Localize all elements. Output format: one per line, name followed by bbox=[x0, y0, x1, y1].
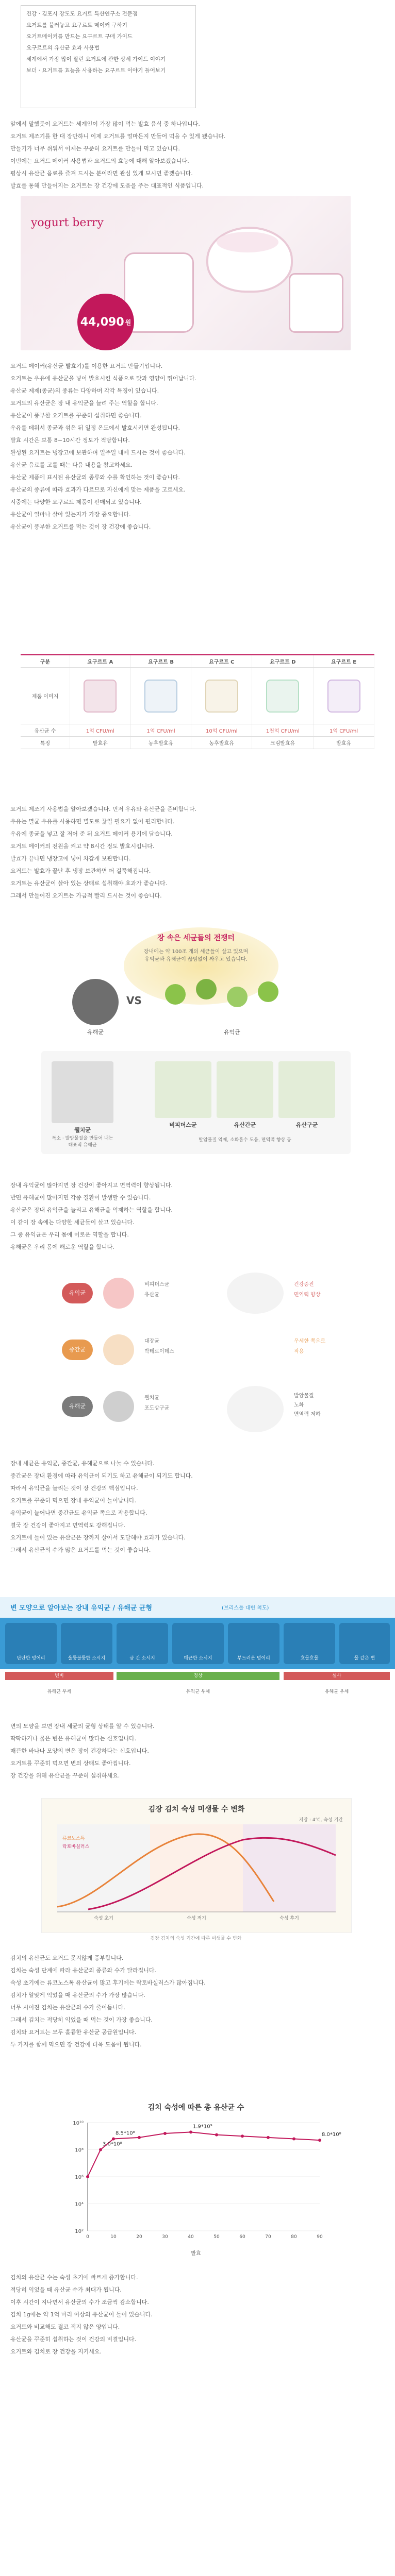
card-name: 유산구균 bbox=[295, 1122, 318, 1128]
stool-type-card bbox=[61, 1623, 112, 1664]
para-line: 장내 유익균이 많아지면 장 건강이 좋아지고 면역력이 향상됩니다. bbox=[10, 1182, 173, 1189]
para-line: 요거트 메이커의 전원을 켜고 약 8시간 정도 발효시킵니다. bbox=[10, 843, 155, 850]
table-cell bbox=[252, 668, 314, 724]
data-point bbox=[292, 2138, 295, 2141]
table-header: 요구르트 C bbox=[191, 655, 252, 668]
para-line: 요거트를 꾸준히 먹으면 장내 유익균이 늘어납니다. bbox=[10, 1497, 137, 1504]
table-cell: 농후발효유 bbox=[191, 737, 252, 749]
scale-constipation: 변비 bbox=[5, 1672, 113, 1680]
type-item: 비피더스균 bbox=[144, 1282, 170, 1287]
type-item: 대장균 bbox=[144, 1338, 159, 1344]
table-cell bbox=[70, 668, 131, 724]
y-tick-label: 10² bbox=[75, 2229, 84, 2234]
type-effect: 발암물질 bbox=[294, 1393, 314, 1399]
intro-box bbox=[21, 5, 196, 108]
para-line: 요거트와 비교해도 결코 적지 않은 양입니다. bbox=[10, 2324, 120, 2330]
table-cell: 크림발효유 bbox=[252, 737, 314, 749]
para-line: 우유는 멸균 우유를 사용하면 별도로 끓일 필요가 없어 편리합니다. bbox=[10, 818, 175, 825]
yogurt-cup-icon bbox=[144, 680, 177, 713]
para-line: 두 가지를 함께 먹으면 장 건강에 더욱 도움이 됩니다. bbox=[10, 2041, 142, 2048]
type-item: 박테로이데스 bbox=[144, 1349, 174, 1354]
chart2-xlabel: 발효 bbox=[191, 2251, 201, 2257]
x-tick-label: 60 bbox=[239, 2234, 245, 2240]
data-point bbox=[318, 2139, 321, 2142]
chart1-title: 김장 김치 숙성 미생물 수 변화 bbox=[148, 1805, 245, 1814]
type-label: 유익균 bbox=[62, 1283, 93, 1303]
row-label: 특징 bbox=[21, 737, 70, 749]
subtitle-line: 유익균과 유해균이 끊임없이 싸우고 있습니다. bbox=[144, 957, 248, 962]
phase-label: 숙성 적기 bbox=[187, 1916, 206, 1921]
para-line: 요거트의 유산균은 장 내 유익균을 늘려 주는 역할을 합니다. bbox=[10, 400, 158, 406]
diagram-subtitle bbox=[103, 948, 289, 963]
type-effect: 건강증진 bbox=[294, 1282, 314, 1287]
data-point bbox=[163, 2132, 167, 2135]
stool-type-card bbox=[339, 1623, 390, 1664]
para-line: 우유에 종균을 넣고 잘 저어 준 뒤 요거트 메이커 용기에 담습니다. bbox=[10, 831, 173, 837]
data-point bbox=[267, 2136, 270, 2139]
table-cell bbox=[191, 668, 252, 724]
type-row bbox=[62, 1273, 330, 1319]
stool-type-label: 울퉁불퉁한 소시지 bbox=[68, 1656, 106, 1661]
para-line: 매끈한 바나나 모양의 변은 장이 건강하다는 신호입니다. bbox=[10, 1748, 149, 1754]
stool-type-label: 단단한 덩어리 bbox=[17, 1656, 45, 1661]
para-line: 만들기가 너무 쉬워서 이제는 꾸준히 요거트를 만들어 먹고 있습니다. bbox=[10, 145, 180, 152]
chart1-svg bbox=[57, 1824, 336, 1912]
para-line: 유산균 제품에 표시된 유산균의 종류와 수를 확인하는 것이 좋습니다. bbox=[10, 474, 180, 481]
para-line: 그 중 유익균은 우리 몸에 이로운 역할을 합니다. bbox=[10, 1231, 129, 1238]
table-cell: 1억 CFU/ml bbox=[70, 724, 131, 737]
card-desc: 독소 · 발암물질을 만들어 내는 대표적 유해균 bbox=[52, 1136, 113, 1148]
x-tick-label: 70 bbox=[265, 2234, 271, 2240]
para-line: 요거트에 들어 있는 유산균은 장까지 살아서 도달해야 효과가 있습니다. bbox=[10, 1534, 186, 1541]
stool-notes bbox=[0, 1685, 395, 1716]
product-banner bbox=[21, 196, 351, 350]
type-effect: 노화 bbox=[294, 1402, 304, 1408]
bacteria-icon bbox=[103, 1334, 134, 1365]
para-line: 요거트 제조기 사용법을 알아보겠습니다. 먼저 우유와 유산균을 준비합니다. bbox=[10, 806, 196, 812]
para-line: 너무 시어진 김치는 유산균의 수가 줄어듭니다. bbox=[10, 2004, 125, 2011]
paragraph-5 bbox=[10, 1458, 385, 1557]
para-line: 요거트 제조기를 한 대 장만하니 이제 요거트를 얼마든지 만들어 먹을 수 있게 됐습니다. bbox=[10, 133, 226, 140]
phase-label: 숙성 후기 bbox=[279, 1916, 299, 1921]
table-cell bbox=[130, 668, 191, 724]
data-label: 8.0*10⁸ bbox=[322, 2132, 341, 2138]
paragraph-7 bbox=[10, 1953, 385, 2052]
stool-note: 유해균 우세 bbox=[324, 1689, 349, 1694]
table-cell: 발효유 bbox=[314, 737, 374, 749]
stool-type-card bbox=[117, 1623, 168, 1664]
price-badge bbox=[77, 294, 134, 350]
para-line: 유산균을 꾸준히 섭취하는 것이 건강의 비결입니다. bbox=[10, 2336, 137, 2343]
chart2-svg bbox=[62, 2117, 341, 2251]
para-line: 중간균은 장내 환경에 따라 유익균이 되기도 하고 유해균이 되기도 합니다. bbox=[10, 1472, 193, 1479]
type-row bbox=[62, 1329, 330, 1376]
paragraph-2 bbox=[10, 361, 385, 534]
para-line: 요거트와 김치로 장 건강을 지키세요. bbox=[10, 2348, 102, 2355]
para-line: 평상시 유산균 음료를 즐겨 드시는 분이라면 관심 있게 보시면 좋겠습니다. bbox=[10, 170, 193, 177]
yogurt-cup-icon bbox=[205, 680, 238, 713]
para-line: 유익균이 늘어나면 중간균도 유익균 쪽으로 작용합니다. bbox=[10, 1510, 147, 1516]
lactobacillus-count-chart bbox=[62, 2102, 341, 2257]
x-tick-label: 90 bbox=[317, 2234, 323, 2240]
para-line: 유산균의 종류에 따라 효과가 다르므로 자신에게 맞는 제품을 고르세요. bbox=[10, 486, 186, 493]
x-tick-label: 80 bbox=[291, 2234, 297, 2240]
para-line: 유산균은 장내 유익균을 늘리고 유해균을 억제하는 역할을 합니다. bbox=[10, 1207, 173, 1213]
para-line: 요거트를 꾸준히 먹으면 변의 상태도 좋아집니다. bbox=[10, 1760, 131, 1767]
para-line: 숙성 초기에는 류코노스톡 유산균이 많고 후기에는 락토바실러스가 많아집니다. bbox=[10, 1979, 206, 1986]
para-line: 이 같이 장 속에는 다양한 세균들이 살고 있습니다. bbox=[10, 1219, 135, 1226]
stool-type-label: 흐물흐물 bbox=[300, 1656, 319, 1661]
para-line: 유산균이 풍부한 요거트를 먹는 것이 장 건강에 좋습니다. bbox=[10, 523, 151, 530]
para-line: 요거트는 발효가 끝난 후 냉장 보관하면 더 걸쭉해집니다. bbox=[10, 868, 151, 874]
data-label: 8.5*10⁸ bbox=[116, 2130, 135, 2137]
bacteria-icon bbox=[103, 1391, 134, 1422]
x-tick-label: 50 bbox=[213, 2234, 220, 2240]
para-line: 그래서 만들어진 요거트는 가급적 빨리 드시는 것이 좋습니다. bbox=[10, 892, 162, 899]
phase-band bbox=[150, 1824, 243, 1912]
type-item: 웰치균 bbox=[144, 1395, 159, 1401]
paragraph-3 bbox=[10, 804, 385, 903]
stool-type-card bbox=[228, 1623, 279, 1664]
stool-section-title: 변 모양으로 알아보는 장내 유익균 / 유해균 균형 bbox=[10, 1604, 153, 1612]
data-point bbox=[86, 2175, 89, 2178]
type-effect: 작용 bbox=[294, 1349, 304, 1354]
banner-title: yogurt berry bbox=[31, 216, 104, 229]
type-label: 중간균 bbox=[62, 1340, 93, 1360]
para-line: 유산균이 얼마나 살아 있는지가 가장 중요합니다. bbox=[10, 511, 131, 518]
para-line: 변의 모양을 보면 장내 세균의 균형 상태를 알 수 있습니다. bbox=[10, 1723, 155, 1730]
para-line: 요거트 메이커(유산균 발효기)를 이용한 요거트 만들기입니다. bbox=[10, 363, 163, 369]
scale-normal: 정상 bbox=[117, 1672, 279, 1680]
table-cell: 10억 CFU/ml bbox=[191, 724, 252, 737]
scale-diarrhea: 설사 bbox=[284, 1672, 390, 1680]
card-name: 비피더스균 bbox=[169, 1122, 197, 1128]
intro-line: 요구르트의 유산균 효과 사용법 bbox=[26, 45, 100, 51]
para-line: 장내 세균은 유익균, 중간균, 유해균으로 나눌 수 있습니다. bbox=[10, 1460, 155, 1467]
data-point bbox=[112, 2138, 115, 2141]
para-line: 반면 유해균이 많아지면 각종 질환이 발생할 수 있습니다. bbox=[10, 1194, 151, 1201]
para-line: 김치 1g에는 약 1억 마리 이상의 유산균이 들어 있습니다. bbox=[10, 2311, 153, 2318]
para-line: 그래서 김치는 적당히 익었을 때 먹는 것이 가장 좋습니다. bbox=[10, 2016, 153, 2023]
type-row bbox=[62, 1386, 330, 1437]
intro-line: 세계에서 가장 많이 팔린 요거트에 관한 상세 가이드 이야기 bbox=[26, 56, 166, 62]
data-point bbox=[241, 2134, 244, 2138]
phase-label: 숙성 초기 bbox=[94, 1916, 113, 1921]
para-line: 결국 장 건강이 좋아지고 면역력도 강해집니다. bbox=[10, 1522, 125, 1529]
type-effect: 우세한 쪽으로 bbox=[294, 1338, 326, 1344]
row-label: 유산균 수 bbox=[21, 724, 70, 737]
type-label: 유해균 bbox=[62, 1396, 93, 1417]
stool-note: 유해균 우세 bbox=[47, 1689, 72, 1694]
table-header: 요구르트 A bbox=[70, 655, 131, 668]
para-line: 유해균은 우리 몸에 해로운 역할을 합니다. bbox=[10, 1244, 114, 1250]
card-image bbox=[278, 1061, 335, 1118]
diagram-title: 장 속은 세균들의 전쟁터 bbox=[157, 934, 235, 942]
data-point bbox=[138, 2136, 141, 2139]
subtitle-line: 장내에는 약 100조 개의 세균들이 살고 있으며 bbox=[143, 949, 249, 955]
intro-line: 건강 · 김포시 장도도 요거트 특산연구소 전문점 bbox=[26, 11, 138, 17]
y-tick-label: 10⁴ bbox=[75, 2201, 84, 2208]
table-cell bbox=[314, 668, 374, 724]
character-icon bbox=[227, 1273, 284, 1314]
bacteria-types-diagram bbox=[41, 1273, 351, 1443]
gut-bacteria-diagram bbox=[41, 927, 351, 1164]
stool-type-card bbox=[5, 1623, 57, 1664]
para-line: 적당히 익었을 때 유산균 수가 최대가 됩니다. bbox=[10, 2286, 122, 2293]
bacteria-icon bbox=[103, 1278, 134, 1309]
card-image bbox=[155, 1061, 211, 1118]
para-line: 따라서 유익균을 늘리는 것이 장 건강의 핵심입니다. bbox=[10, 1485, 138, 1492]
paragraph-4 bbox=[10, 1180, 385, 1254]
card-name: 유산간균 bbox=[234, 1122, 256, 1128]
bacteria-cards bbox=[41, 1051, 351, 1154]
para-line: 앞에서 말했듯이 요거트는 세계인이 가장 많이 먹는 발효 음식 중 하나입니다. bbox=[10, 121, 200, 127]
chart1-note: 저장 : 4℃, 숙성 기간 bbox=[299, 1818, 343, 1823]
para-line: 김치는 숙성 단계에 따라 유산균의 종류와 수가 달라집니다. bbox=[10, 1967, 156, 1974]
type-effect: 면역력 저하 bbox=[294, 1412, 321, 1417]
y-tick-label: 10⁶ bbox=[75, 2175, 84, 2180]
card-footer: 발암물질 억제, 소화흡수 도움, 면역력 향상 등 bbox=[199, 1138, 291, 1143]
y-tick-label: 10⁸ bbox=[75, 2147, 84, 2154]
para-line: 유산균 제제(종균)의 종류는 다양하며 각각 특징이 있습니다. bbox=[10, 387, 159, 394]
stool-section-header bbox=[0, 1597, 395, 1618]
table-cell: 농후발효유 bbox=[130, 737, 191, 749]
paragraph-8 bbox=[10, 2272, 385, 2359]
table-cell: 1억 CFU/ml bbox=[130, 724, 191, 737]
data-point bbox=[215, 2133, 218, 2137]
para-line: 그래서 유산균의 수가 많은 요거트를 먹는 것이 좋습니다. bbox=[10, 1547, 151, 1553]
para-line: 김치가 알맞게 익었을 때 유산균의 수가 가장 많습니다. bbox=[10, 1992, 145, 1998]
para-line: 발효를 통해 만들어지는 요거트는 장 건강에 도움을 주는 대표적인 식품입니다. bbox=[10, 182, 204, 189]
data-point bbox=[189, 2130, 192, 2133]
yogurt-jar-icon bbox=[289, 273, 343, 333]
para-line: 발효가 끝나면 냉장고에 넣어 차갑게 보관합니다. bbox=[10, 855, 131, 862]
row-label: 제품 이미지 bbox=[21, 668, 70, 724]
chart2-title: 김치 숙성에 따른 총 유산균 수 bbox=[147, 2104, 244, 2112]
vs-label: VS bbox=[126, 994, 142, 1007]
card-image bbox=[217, 1061, 273, 1118]
para-line: 완성된 요거트는 냉장고에 보관하며 일주일 내에 드시는 것이 좋습니다. bbox=[10, 449, 186, 456]
table-header: 요구르트 B bbox=[130, 655, 191, 668]
stool-type-label: 물 같은 변 bbox=[354, 1656, 375, 1661]
data-label: 1.9*10⁹ bbox=[193, 2124, 212, 2130]
x-tick-label: 30 bbox=[162, 2234, 168, 2240]
price-unit: 원 bbox=[125, 318, 131, 326]
bad-label: 유해균 bbox=[87, 1029, 104, 1036]
paragraph-1 bbox=[10, 118, 385, 193]
chart1-caption: 김장 김치의 숙성 기간에 따른 미생물 수 변화 bbox=[150, 1936, 242, 1941]
stool-type-card bbox=[284, 1623, 335, 1664]
intro-line: 요거트메이커를 만드는 요구르트 구매 가이드 bbox=[26, 33, 133, 40]
paragraph-6 bbox=[10, 1721, 385, 1783]
legend-item: 락토바실러스 bbox=[62, 1844, 90, 1850]
para-line: 김치의 유산균 수는 숙성 초기에 빠르게 증가합니다. bbox=[10, 2274, 138, 2281]
x-tick-label: 10 bbox=[110, 2234, 117, 2240]
stool-note: 유익균 우세 bbox=[186, 1689, 210, 1694]
para-line: 요거트는 우유에 유산균을 넣어 발효시킨 식품으로 맛과 영양이 뛰어납니다. bbox=[10, 375, 196, 382]
x-tick-label: 0 bbox=[86, 2234, 89, 2240]
para-line: 김치와 요거트는 모두 훌륭한 유산균 공급원입니다. bbox=[10, 2029, 137, 2036]
table-cell: 1천억 CFU/ml bbox=[252, 724, 314, 737]
table-header: 구분 bbox=[21, 655, 70, 668]
para-line: 우유를 데워서 종균과 섞은 뒤 일정 온도에서 발효시키면 완성됩니다. bbox=[10, 425, 180, 431]
price-value: 44,090 bbox=[80, 315, 124, 329]
yogurt-surface bbox=[217, 232, 278, 252]
para-line: 딱딱하거나 묽은 변은 유해균이 많다는 신호입니다. bbox=[10, 1735, 137, 1742]
para-line: 이번에는 요거트 메이커 사용법과 요거트의 효능에 대해 알아보겠습니다. bbox=[10, 158, 189, 164]
good-label: 유익균 bbox=[224, 1029, 240, 1036]
table-cell: 발효유 bbox=[70, 737, 131, 749]
yogurt-maker-icon bbox=[124, 252, 194, 333]
table-cell: 1억 CFU/ml bbox=[314, 724, 374, 737]
stool-scale bbox=[0, 1672, 395, 1682]
para-line: 유산균이 풍부한 요거트를 꾸준히 섭취하면 좋습니다. bbox=[10, 412, 142, 419]
para-line: 김치의 유산균도 요거트 못지않게 풍부합니다. bbox=[10, 1955, 124, 1961]
table-header: 요구르트 E bbox=[314, 655, 374, 668]
y-tick-label: 10¹⁰ bbox=[73, 2121, 84, 2126]
good-bacteria-icon bbox=[155, 974, 309, 1025]
para-line: 장 건강을 위해 유산균을 꾸준히 섭취하세요. bbox=[10, 1772, 120, 1779]
x-tick-label: 40 bbox=[188, 2234, 194, 2240]
card-name: 웰치균 bbox=[74, 1127, 91, 1133]
bad-bacteria-icon bbox=[72, 979, 119, 1025]
series-line bbox=[88, 2132, 320, 2177]
para-line: 발효 시간은 보통 8~10시간 정도가 적당합니다. bbox=[10, 437, 130, 444]
intro-line: 요거트를 불러놓고 요구르트 메이커 구하기 bbox=[26, 22, 127, 28]
data-point bbox=[99, 2148, 102, 2151]
stool-types-strip bbox=[0, 1618, 395, 1669]
para-line: 요거트는 유산균이 살아 있는 상태로 섭취해야 효과가 좋습니다. bbox=[10, 880, 168, 887]
card-image bbox=[52, 1061, 113, 1123]
para-line: 시중에는 다양한 요구르트 제품이 판매되고 있습니다. bbox=[10, 499, 142, 505]
yogurt-comparison-table bbox=[21, 654, 374, 789]
yogurt-cup-icon bbox=[327, 680, 360, 713]
stool-type-label: 금 간 소시지 bbox=[129, 1656, 155, 1661]
table-header: 요구르트 D bbox=[252, 655, 314, 668]
legend-item: 류코노스톡 bbox=[62, 1836, 85, 1841]
stool-type-label: 매끈한 소시지 bbox=[184, 1656, 212, 1661]
yogurt-cup-icon bbox=[84, 680, 117, 713]
stool-section-subtitle: (브리스톨 대변 척도) bbox=[222, 1605, 269, 1611]
type-item: 유산균 bbox=[144, 1292, 159, 1298]
kimchi-fermentation-chart bbox=[41, 1798, 352, 1933]
x-tick-label: 20 bbox=[136, 2234, 142, 2240]
stool-type-card bbox=[172, 1623, 224, 1664]
data-label: 3.0*10⁸ bbox=[103, 2141, 122, 2147]
intro-line: 보더 · 요거트를 효능을 사용하는 요구르트 이야기 들어보기 bbox=[26, 67, 166, 74]
stool-type-label: 부드러운 덩어리 bbox=[237, 1656, 270, 1661]
para-line: 이후 시간이 지나면서 유산균의 수가 조금씩 감소합니다. bbox=[10, 2299, 149, 2306]
yogurt-cup-icon bbox=[266, 680, 299, 713]
type-effect: 면역력 향상 bbox=[294, 1292, 321, 1298]
type-item: 포도상구균 bbox=[144, 1405, 170, 1411]
para-line: 유산균 음료를 고를 때는 다음 내용을 참고하세요. bbox=[10, 462, 133, 468]
character-icon bbox=[227, 1386, 284, 1432]
